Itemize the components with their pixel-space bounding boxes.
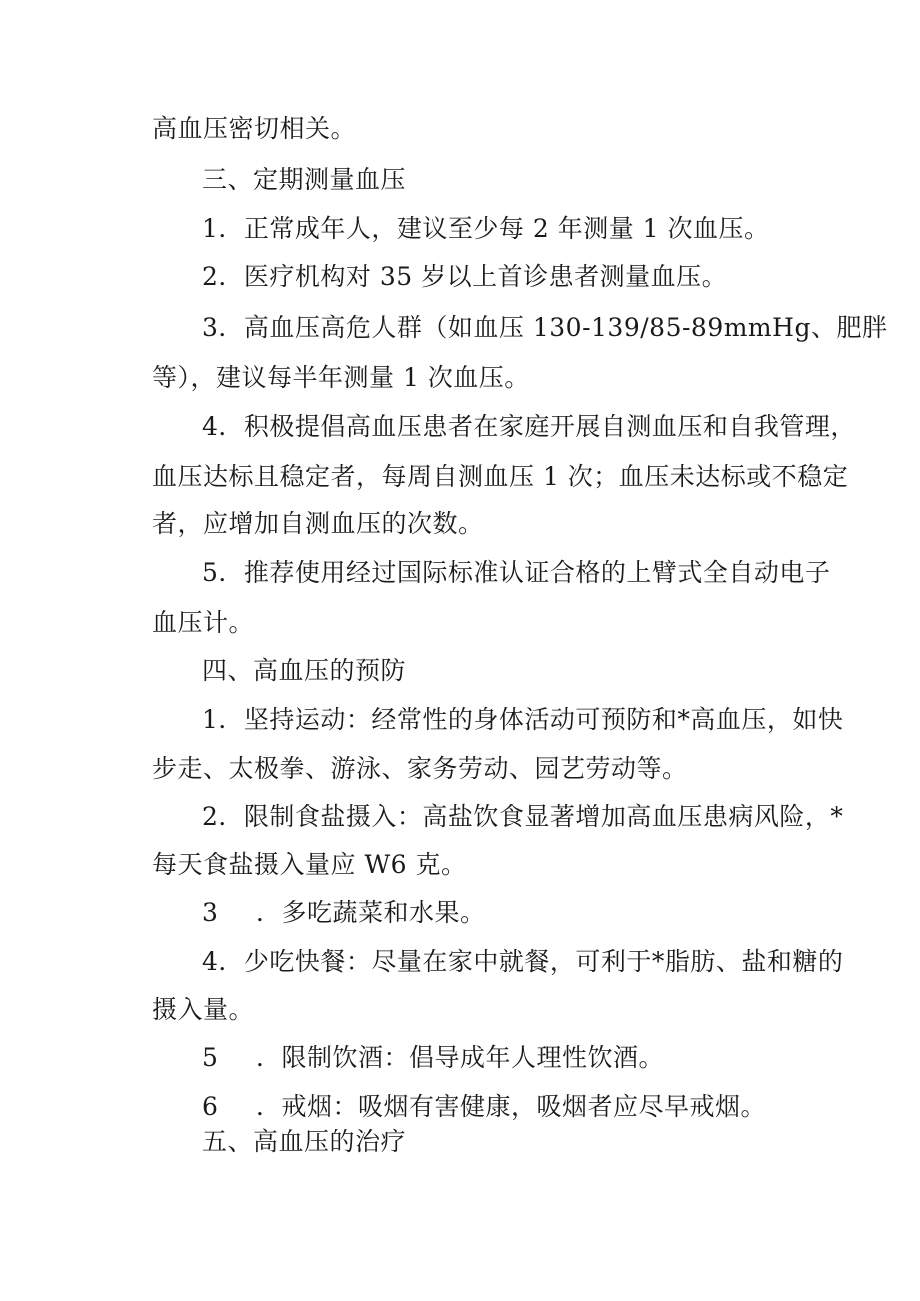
paragraph-continuation: 高血压密切相关。 (152, 114, 357, 143)
list-number: 5 (202, 1043, 219, 1072)
list-text: ．戒烟：吸烟有害健康，吸烟者应尽早戒烟。 (256, 1092, 767, 1121)
list-text: ．限制饮酒：倡导成年人理性饮酒。 (256, 1043, 665, 1072)
section-heading-4: 四、高血压的预防 (202, 656, 407, 685)
list-item-4-4-cont: 摄入量。 (152, 995, 255, 1024)
list-item-4-5 (202, 1043, 664, 1073)
list-item-3-3: 3．高血压高危人群（如血压 130-139/85-89mmHg、肥胖 (202, 313, 888, 342)
list-item-3-3-cont: 等），建议每半年测量 1 次血压。 (152, 363, 530, 392)
list-number: 3 (202, 898, 219, 927)
list-item-3-5-cont: 血压计。 (152, 608, 255, 637)
list-item-3-4-cont: 血压达标且稳定者，每周自测血压 1 次；血压未达标或不稳定 (152, 462, 849, 491)
list-item-4-3 (202, 898, 486, 928)
section-heading-3: 三、定期测量血压 (202, 165, 407, 194)
section-heading-5: 五、高血压的治疗 (202, 1127, 407, 1156)
list-item-3-2: 2．医疗机构对 35 岁以上首诊患者测量血压。 (202, 262, 728, 291)
list-number: 6 (202, 1092, 219, 1121)
list-item-3-1: 1．正常成年人，建议至少每 2 年测量 1 次血压。 (202, 214, 770, 243)
list-item-4-6 (202, 1092, 766, 1122)
list-item-3-4: 4．积极提倡高血压患者在家庭开展自测血压和自我管理， (202, 412, 856, 441)
list-text: ．多吃蔬菜和水果。 (256, 898, 486, 927)
list-item-3-4-cont2: 者，应增加自测血压的次数。 (152, 509, 484, 538)
list-item-4-2: 2．限制食盐摄入：高盐饮食显著增加高血压患病风险，* (202, 802, 844, 831)
list-item-3-5: 5．推荐使用经过国际标准认证合格的上臂式全自动电子 (202, 558, 831, 587)
list-item-4-4: 4．少吃快餐：尽量在家中就餐，可利于*脂肪、盐和糖的 (202, 947, 844, 976)
list-item-4-1: 1．坚持运动：经常性的身体活动可预防和*高血压，如快 (202, 705, 844, 734)
list-item-4-2-cont: 每天食盐摄入量应 W6 克。 (152, 850, 467, 879)
list-item-4-1-cont: 步走、太极拳、游泳、家务劳动、园艺劳动等。 (152, 754, 688, 783)
